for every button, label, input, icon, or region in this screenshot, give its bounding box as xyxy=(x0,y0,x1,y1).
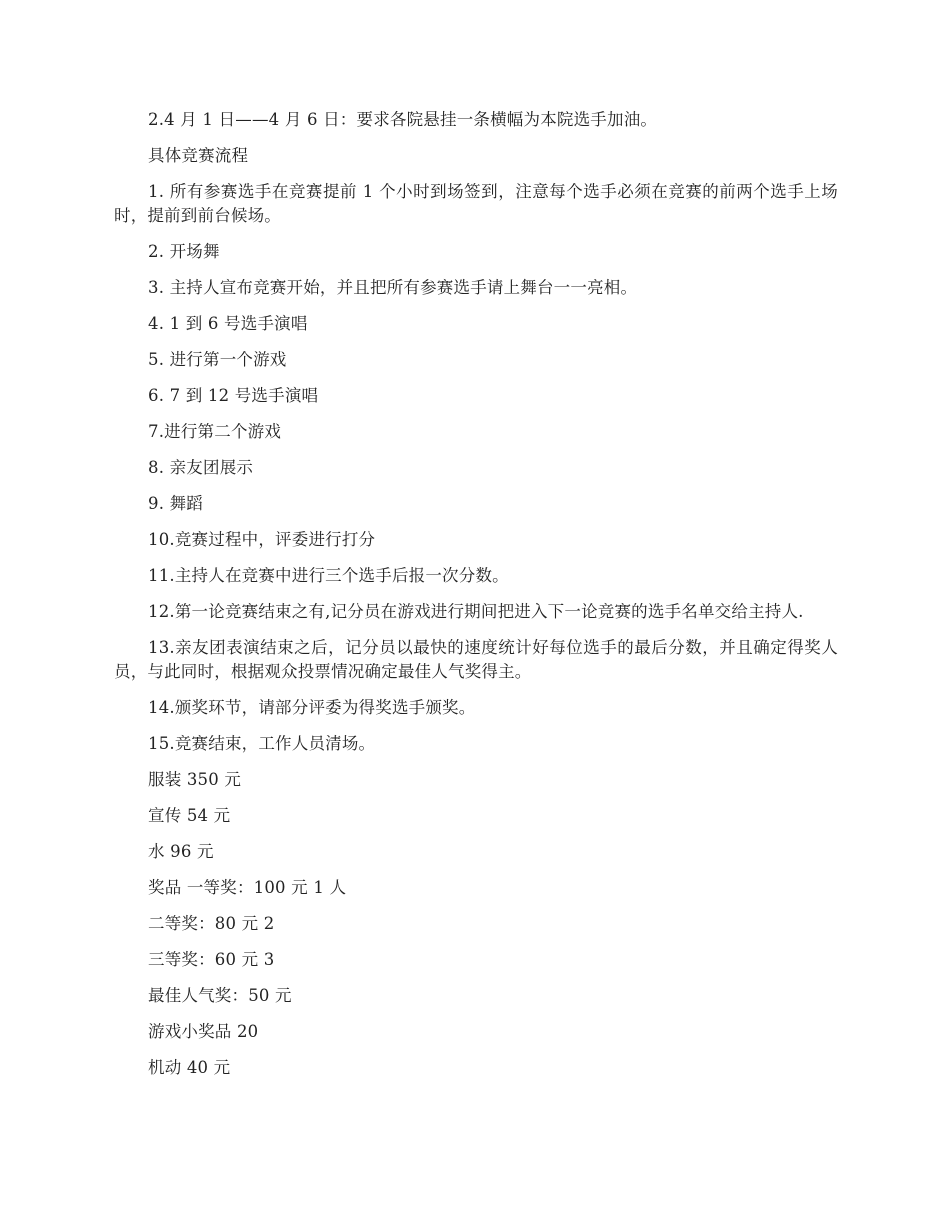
flow-step-14: 14.颁奖环节，请部分评委为得奖选手颁奖。 xyxy=(148,698,476,717)
flow-step-4: 4. 1 到 6 号选手演唱 xyxy=(148,314,308,333)
document-body xyxy=(114,108,838,1092)
budget-first-prize: 奖品 一等奖：100 元 1 人 xyxy=(148,878,347,897)
budget-costume: 服装 350 元 xyxy=(148,770,242,789)
flow-step-7: 7.进行第二个游戏 xyxy=(148,422,282,441)
flow-step-9: 9. 舞蹈 xyxy=(148,494,203,513)
budget-water: 水 96 元 xyxy=(148,842,214,861)
flow-step-2: 2. 开场舞 xyxy=(148,242,220,261)
budget-third-prize: 三等奖：60 元 3 xyxy=(148,950,275,969)
flow-step-1: 1. 所有参赛选手在竞赛提前 1 个小时到场签到，注意每个选手必须在竞赛的前两个选手上场时，提前到前台候场。 xyxy=(114,182,838,225)
budget-game-prizes: 游戏小奖品 20 xyxy=(148,1022,259,1041)
budget-publicity: 宣传 54 元 xyxy=(148,806,231,825)
flow-step-12: 12.第一论竞赛结束之有,记分员在游戏进行期间把进入下一论竞赛的选手名单交给主持人. xyxy=(148,602,804,621)
banner-schedule-paragraph: 2.4 月 1 日——4 月 6 日：要求各院悬挂一条横幅为本院选手加油。 xyxy=(148,110,658,129)
budget-contingency: 机动 40 元 xyxy=(148,1058,231,1077)
budget-popularity-prize: 最佳人气奖：50 元 xyxy=(148,986,292,1005)
flow-step-15: 15.竞赛结束，工作人员清场。 xyxy=(148,734,376,753)
flow-step-5: 5. 进行第一个游戏 xyxy=(148,350,287,369)
budget-second-prize: 二等奖：80 元 2 xyxy=(148,914,275,933)
flow-step-10: 10.竞赛过程中，评委进行打分 xyxy=(148,530,376,549)
flow-step-11: 11.主持人在竞赛中进行三个选手后报一次分数。 xyxy=(148,566,509,585)
competition-flow-heading: 具体竞赛流程 xyxy=(148,146,249,165)
flow-step-3: 3. 主持人宣布竞赛开始，并且把所有参赛选手请上舞台一一亮相。 xyxy=(148,278,638,297)
flow-step-8: 8. 亲友团展示 xyxy=(148,458,254,477)
flow-step-6: 6. 7 到 12 号选手演唱 xyxy=(148,386,319,405)
flow-step-13: 13.亲友团表演结束之后，记分员以最快的速度统计好每位选手的最后分数，并且确定得奖人员，与此同时，根据观众投票情况确定最佳人气奖得主。 xyxy=(114,638,838,681)
